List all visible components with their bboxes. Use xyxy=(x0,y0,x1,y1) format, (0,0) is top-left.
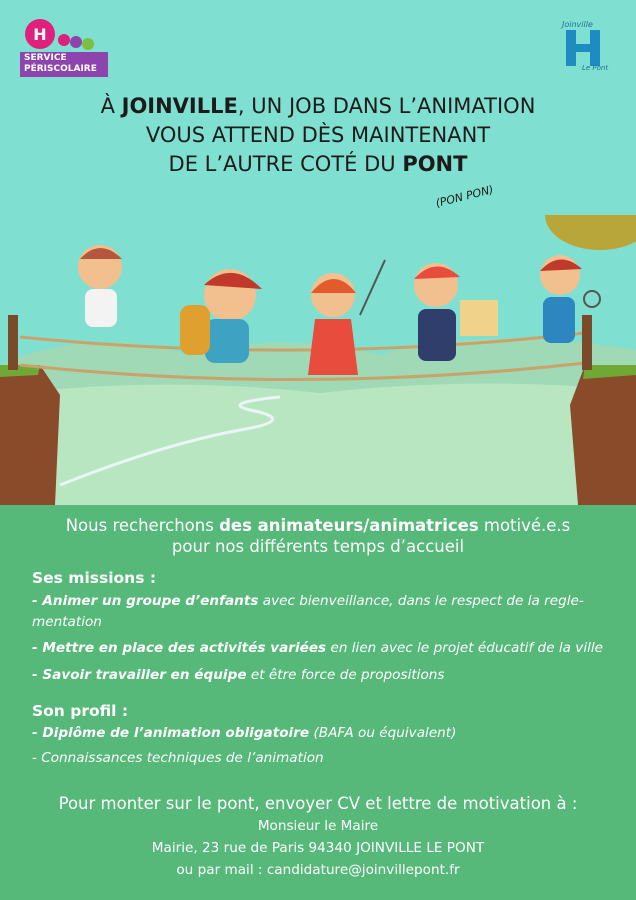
mission-1-cont: mentation xyxy=(32,614,102,630)
profil-1-rest: (BAFA ou équivalent) xyxy=(309,725,457,741)
profil-title: Son profil : xyxy=(32,702,129,720)
bridge-scene-illustration xyxy=(0,215,636,505)
footer-address: Mairie, 23 rue de Paris 94340 JOINVILLE LE PONT xyxy=(151,840,485,856)
intro-prefix: Nous recherchons xyxy=(65,516,220,535)
intro-text xyxy=(18,515,618,557)
info-panel xyxy=(0,505,636,900)
mission-1-rest: avec bienveillance, dans le respect de la regle- xyxy=(258,593,584,609)
headline xyxy=(40,92,596,179)
footer-email: ou par mail : candidature@joinvillepont.fr xyxy=(176,862,460,878)
profil-2-rest: - Connaissances techniques de l’animation xyxy=(32,750,324,766)
logo-service-text: SERVICE xyxy=(24,53,67,63)
profil-item xyxy=(32,723,617,744)
profil-1-bold: - Diplôme de l’animation obligatoire xyxy=(32,725,310,741)
missions-title: Ses missions : xyxy=(32,569,157,587)
logo-lepont-text: Le Pont xyxy=(582,64,609,72)
service-periscolaire-logo xyxy=(20,18,110,78)
headline-line2: VOUS ATTEND DÈS MAINTENANT xyxy=(145,123,491,147)
logo-periscolaire-text: PÉRISCOLAIRE xyxy=(24,64,97,74)
pon-pon-note: (PON PON) xyxy=(434,183,495,210)
profil-item xyxy=(32,748,617,769)
svg-text:H: H xyxy=(33,25,47,44)
headline-joinville: JOINVILLE xyxy=(121,94,238,118)
kid-1 xyxy=(78,245,122,327)
intro-suffix: motivé.e.s xyxy=(478,516,571,535)
mission-2-bold: - Mettre en place des activités variées xyxy=(32,640,327,656)
headline-l1-suffix: , UN JOB DANS L’ANIMATION xyxy=(237,94,536,118)
intro-line2: pour nos différents temps d’accueil xyxy=(171,537,465,556)
mission-2-rest: en lien avec le projet éducatif de la ville xyxy=(326,640,604,656)
mission-3-rest: et être force de propositions xyxy=(246,667,445,683)
mission-item xyxy=(32,638,617,659)
headline-pont: PONT xyxy=(402,152,468,176)
mission-1-bold: - Animer un groupe d’enfants xyxy=(32,593,259,609)
joinville-logo xyxy=(556,20,612,74)
headline-l1-prefix: À xyxy=(100,94,122,118)
logo-joinville-text: Joinville xyxy=(562,20,593,29)
mission-3-bold: - Savoir travailler en équipe xyxy=(32,667,247,683)
footer-line2: Monsieur le Maire xyxy=(257,818,379,834)
mission-item xyxy=(32,591,617,633)
intro-bold: des animateurs/animatrices xyxy=(219,516,479,535)
mission-item xyxy=(32,665,617,686)
headline-l3-prefix: DE L’AUTRE COTÉ DU xyxy=(168,152,403,176)
footer-line1: Pour monter sur le pont, envoyer CV et lettre de motivation à : xyxy=(58,794,578,813)
